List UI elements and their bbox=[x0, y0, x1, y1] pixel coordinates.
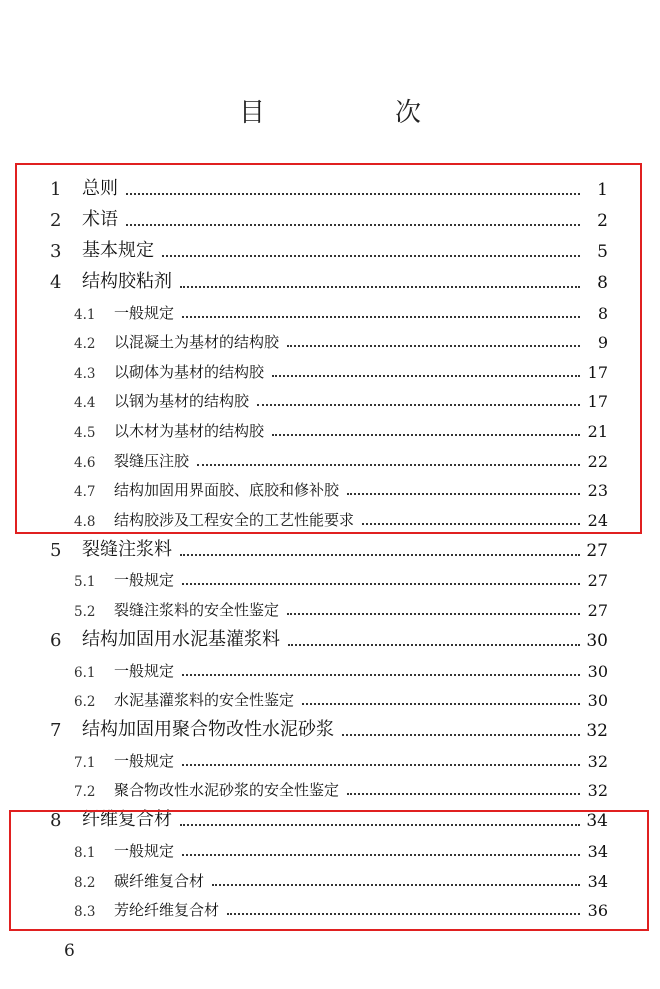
toc-dot-leader bbox=[180, 824, 580, 826]
toc-entry-title: 结构加固用聚合物改性水泥砂浆 bbox=[82, 719, 334, 741]
toc-dot-leader bbox=[180, 554, 580, 556]
toc-entry-page: 32 bbox=[587, 781, 608, 801]
toc-entry-number: 5 bbox=[50, 539, 62, 561]
toc-entry[interactable] bbox=[0, 382, 660, 412]
toc-entry-number: 6.1 bbox=[74, 664, 96, 681]
toc-entry-page: 22 bbox=[587, 451, 608, 471]
toc-entry-title: 裂缝注浆料的安全性鉴定 bbox=[114, 600, 280, 619]
toc-entry-title: 以混凝土为基材的结构胶 bbox=[114, 333, 280, 352]
toc-entry-title: 以钢为基材的结构胶 bbox=[114, 392, 250, 411]
toc-dot-leader bbox=[287, 345, 580, 347]
toc-entry-number: 4.7 bbox=[74, 484, 96, 501]
toc-entry-page: 30 bbox=[587, 661, 608, 681]
toc-entry[interactable] bbox=[0, 352, 660, 382]
toc-dot-leader bbox=[182, 316, 580, 318]
toc-entry[interactable] bbox=[0, 323, 660, 353]
toc-entry-title: 结构胶粘剂 bbox=[82, 271, 172, 292]
toc-entry-number: 8.3 bbox=[74, 904, 96, 921]
toc-entry-page: 27 bbox=[587, 571, 608, 591]
toc-entry-page: 34 bbox=[587, 841, 608, 861]
toc-entry-title: 结构胶涉及工程安全的工艺性能要求 bbox=[114, 510, 355, 529]
page-number: 6 bbox=[64, 941, 75, 961]
toc-entry-title: 总则 bbox=[82, 178, 118, 199]
toc-entry-page: 30 bbox=[587, 691, 608, 711]
toc-entry-number: 1 bbox=[50, 179, 62, 200]
table-of-contents bbox=[0, 169, 660, 920]
toc-entry-title: 芳纶纤维复合材 bbox=[114, 901, 220, 920]
toc-entry-title: 结构加固用界面胶、底胶和修补胶 bbox=[114, 481, 340, 500]
toc-entry-number: 4.5 bbox=[74, 424, 96, 441]
toc-entry[interactable] bbox=[0, 411, 660, 441]
toc-entry-number: 4 bbox=[50, 272, 62, 293]
toc-entry-number: 4.3 bbox=[74, 365, 96, 382]
toc-entry[interactable] bbox=[0, 200, 660, 231]
toc-dot-leader bbox=[347, 793, 580, 795]
toc-entry-number: 8.1 bbox=[74, 844, 96, 861]
toc-entry[interactable] bbox=[0, 231, 660, 262]
toc-entry-number: 5.2 bbox=[74, 603, 96, 620]
toc-entry-number: 4.8 bbox=[74, 513, 96, 530]
toc-dot-leader bbox=[342, 734, 580, 736]
toc-entry-page: 34 bbox=[586, 811, 608, 832]
toc-entry-number: 4.1 bbox=[74, 306, 96, 323]
toc-entry[interactable] bbox=[0, 293, 660, 323]
toc-dot-leader bbox=[272, 434, 580, 436]
page-title: 目 次 bbox=[238, 98, 473, 128]
toc-entry[interactable] bbox=[0, 441, 660, 471]
toc-entry[interactable] bbox=[0, 500, 660, 530]
toc-entry-title: 一般规定 bbox=[114, 571, 175, 590]
toc-entry-page: 8 bbox=[597, 273, 608, 293]
toc-entry-page: 21 bbox=[587, 421, 608, 441]
toc-entry-number: 4.2 bbox=[74, 336, 96, 353]
toc-entry-page: 30 bbox=[586, 630, 608, 651]
toc-entry-page: 32 bbox=[587, 751, 608, 771]
toc-entry[interactable] bbox=[0, 561, 660, 591]
toc-entry[interactable] bbox=[0, 530, 660, 561]
toc-entry-title: 纤维复合材 bbox=[82, 809, 172, 831]
toc-dot-leader bbox=[126, 224, 580, 226]
toc-entry-title: 一般规定 bbox=[114, 751, 175, 770]
toc-entry-title: 以木材为基材的结构胶 bbox=[114, 421, 265, 440]
toc-entry-page: 27 bbox=[587, 600, 608, 620]
toc-entry-title: 裂缝压注胶 bbox=[114, 451, 190, 470]
toc-entry-number: 7.1 bbox=[74, 754, 96, 771]
toc-entry-number: 5.1 bbox=[74, 574, 96, 591]
toc-entry-page: 2 bbox=[597, 211, 608, 231]
toc-entry-title: 基本规定 bbox=[82, 240, 154, 261]
toc-entry-title: 裂缝注浆料 bbox=[82, 538, 172, 560]
toc-dot-leader bbox=[347, 493, 580, 495]
toc-entry-title: 碳纤维复合材 bbox=[114, 871, 205, 890]
toc-entry-page: 23 bbox=[587, 481, 608, 501]
toc-entry-title: 结构加固用水泥基灌浆料 bbox=[82, 628, 280, 650]
toc-entry-page: 17 bbox=[587, 392, 608, 412]
toc-dot-leader bbox=[182, 674, 580, 676]
toc-entry[interactable] bbox=[0, 891, 660, 921]
toc-entry-number: 7.2 bbox=[74, 784, 96, 801]
toc-dot-leader bbox=[197, 464, 580, 466]
toc-entry[interactable] bbox=[0, 741, 660, 771]
toc-dot-leader bbox=[182, 764, 580, 766]
toc-dot-leader bbox=[272, 375, 580, 377]
toc-entry-page: 27 bbox=[586, 540, 608, 561]
toc-entry-number: 8 bbox=[50, 810, 62, 832]
toc-dot-leader bbox=[182, 583, 580, 585]
toc-entry[interactable] bbox=[0, 651, 660, 681]
toc-entry-number: 8.2 bbox=[74, 874, 96, 891]
toc-entry-page: 5 bbox=[597, 242, 608, 262]
toc-entry-page: 17 bbox=[587, 362, 608, 382]
toc-entry-page: 24 bbox=[587, 510, 608, 530]
toc-entry[interactable] bbox=[0, 262, 660, 293]
toc-entry-title: 一般规定 bbox=[114, 303, 175, 322]
toc-entry-title: 水泥基灌浆料的安全性鉴定 bbox=[114, 691, 295, 710]
toc-dot-leader bbox=[180, 286, 580, 288]
toc-entry[interactable] bbox=[0, 831, 660, 861]
toc-entry-page: 36 bbox=[587, 901, 608, 921]
toc-entry-page: 9 bbox=[597, 333, 608, 353]
toc-dot-leader bbox=[287, 613, 580, 615]
toc-entry[interactable] bbox=[0, 771, 660, 801]
toc-entry-number: 7 bbox=[50, 720, 62, 742]
toc-dot-leader bbox=[227, 913, 580, 915]
toc-entry-title: 一般规定 bbox=[114, 661, 175, 680]
toc-entry-title: 以砌体为基材的结构胶 bbox=[114, 362, 265, 381]
toc-entry[interactable] bbox=[0, 620, 660, 651]
toc-entry-number: 6 bbox=[50, 629, 62, 651]
toc-entry-title: 一般规定 bbox=[114, 841, 175, 860]
toc-dot-leader bbox=[126, 193, 580, 195]
toc-dot-leader bbox=[162, 255, 580, 257]
toc-dot-leader bbox=[257, 404, 580, 406]
toc-entry-number: 4.6 bbox=[74, 454, 96, 471]
toc-entry[interactable] bbox=[0, 590, 660, 620]
toc-entry-title: 聚合物改性水泥砂浆的安全性鉴定 bbox=[114, 781, 340, 800]
toc-entry-number: 6.2 bbox=[74, 694, 96, 711]
toc-entry[interactable] bbox=[0, 800, 660, 831]
toc-entry[interactable] bbox=[0, 681, 660, 711]
toc-dot-leader bbox=[302, 703, 580, 705]
toc-entry-title: 术语 bbox=[82, 209, 118, 230]
toc-dot-leader bbox=[362, 523, 580, 525]
toc-dot-leader bbox=[212, 884, 580, 886]
toc-entry-number: 3 bbox=[50, 241, 62, 262]
toc-entry[interactable] bbox=[0, 169, 660, 200]
toc-entry[interactable] bbox=[0, 471, 660, 501]
toc-entry-page: 8 bbox=[597, 303, 608, 323]
toc-entry[interactable] bbox=[0, 861, 660, 891]
toc-entry-number: 2 bbox=[50, 210, 62, 231]
toc-entry[interactable] bbox=[0, 710, 660, 741]
toc-entry-number: 4.4 bbox=[74, 395, 96, 412]
toc-dot-leader bbox=[288, 644, 580, 646]
toc-entry-page: 1 bbox=[597, 180, 608, 200]
toc-dot-leader bbox=[182, 854, 580, 856]
toc-entry-page: 32 bbox=[586, 721, 608, 742]
toc-entry-page: 34 bbox=[587, 871, 608, 891]
